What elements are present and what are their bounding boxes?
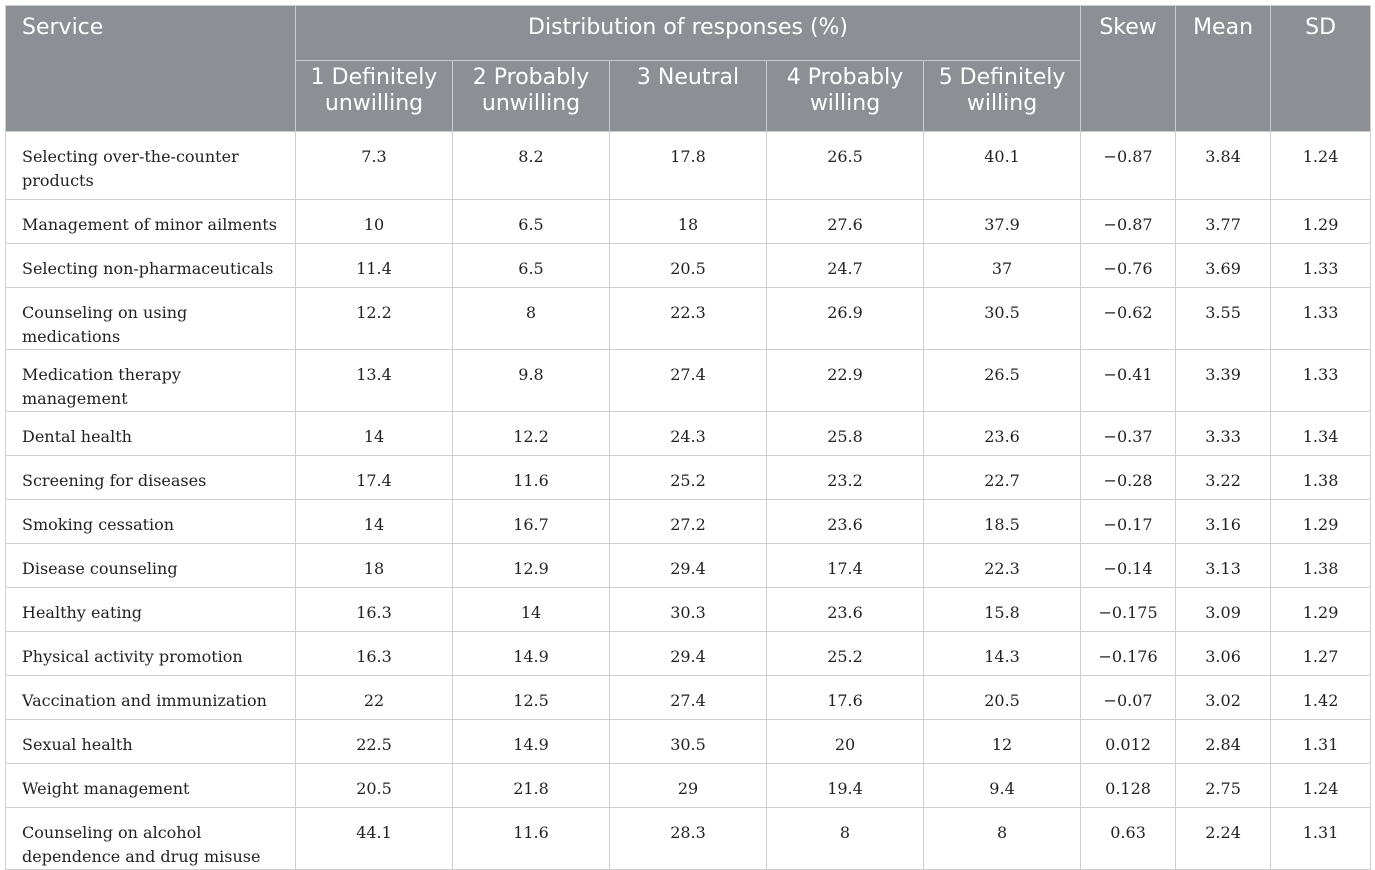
cell-sd: 1.29 <box>1271 500 1371 544</box>
cell-v2: 6.5 <box>453 200 610 244</box>
cell-v3: 20.5 <box>610 244 767 288</box>
cell-v5: 20.5 <box>924 676 1081 720</box>
cell-mean: 3.69 <box>1176 244 1271 288</box>
cell-mean: 3.06 <box>1176 632 1271 676</box>
cell-v5: 26.5 <box>924 350 1081 412</box>
cell-service: Smoking cessation <box>6 500 296 544</box>
cell-skew: 0.63 <box>1081 808 1176 870</box>
cell-mean: 3.16 <box>1176 500 1271 544</box>
cell-v2: 11.6 <box>453 808 610 870</box>
table-row <box>6 244 1371 288</box>
cell-skew: −0.87 <box>1081 132 1176 200</box>
cell-skew: −0.07 <box>1081 676 1176 720</box>
cell-v4: 24.7 <box>767 244 924 288</box>
cell-v1: 13.4 <box>296 350 453 412</box>
cell-v1: 10 <box>296 200 453 244</box>
cell-v2: 21.8 <box>453 764 610 808</box>
cell-service: Counseling on using medications <box>6 288 296 350</box>
cell-v4: 17.4 <box>767 544 924 588</box>
cell-service: Disease counseling <box>6 544 296 588</box>
table-row <box>6 200 1371 244</box>
cell-v3: 30.3 <box>610 588 767 632</box>
cell-skew: −0.37 <box>1081 412 1176 456</box>
cell-skew: −0.17 <box>1081 500 1176 544</box>
cell-v1: 7.3 <box>296 132 453 200</box>
cell-service: Vaccination and immunization <box>6 676 296 720</box>
header-mean: Mean <box>1176 6 1271 132</box>
cell-v5: 23.6 <box>924 412 1081 456</box>
cell-skew: −0.62 <box>1081 288 1176 350</box>
cell-v1: 11.4 <box>296 244 453 288</box>
cell-v2: 16.7 <box>453 500 610 544</box>
cell-v2: 12.9 <box>453 544 610 588</box>
cell-v3: 27.4 <box>610 676 767 720</box>
cell-v3: 17.8 <box>610 132 767 200</box>
cell-v1: 17.4 <box>296 456 453 500</box>
cell-mean: 3.33 <box>1176 412 1271 456</box>
cell-mean: 3.22 <box>1176 456 1271 500</box>
cell-sd: 1.33 <box>1271 288 1371 350</box>
cell-sd: 1.38 <box>1271 544 1371 588</box>
cell-v1: 16.3 <box>296 588 453 632</box>
cell-skew: −0.87 <box>1081 200 1176 244</box>
cell-v5: 30.5 <box>924 288 1081 350</box>
cell-v5: 12 <box>924 720 1081 764</box>
cell-v4: 26.9 <box>767 288 924 350</box>
cell-v1: 22.5 <box>296 720 453 764</box>
table-row <box>6 288 1371 350</box>
cell-v1: 22 <box>296 676 453 720</box>
cell-v1: 14 <box>296 412 453 456</box>
cell-v4: 25.8 <box>767 412 924 456</box>
cell-v5: 22.7 <box>924 456 1081 500</box>
header-scale-4: 4 Probably willing <box>767 61 924 132</box>
cell-v1: 18 <box>296 544 453 588</box>
cell-skew: −0.28 <box>1081 456 1176 500</box>
cell-v5: 9.4 <box>924 764 1081 808</box>
cell-service: Medication therapy management <box>6 350 296 412</box>
cell-v4: 20 <box>767 720 924 764</box>
cell-v3: 22.3 <box>610 288 767 350</box>
header-distribution: Distribution of responses (%) <box>296 6 1081 61</box>
table-row <box>6 676 1371 720</box>
cell-service: Selecting over-the-counter products <box>6 132 296 200</box>
cell-skew: 0.128 <box>1081 764 1176 808</box>
cell-skew: −0.76 <box>1081 244 1176 288</box>
cell-service: Screening for diseases <box>6 456 296 500</box>
cell-v2: 9.8 <box>453 350 610 412</box>
cell-sd: 1.24 <box>1271 764 1371 808</box>
cell-v1: 44.1 <box>296 808 453 870</box>
table-row <box>6 456 1371 500</box>
table-row <box>6 764 1371 808</box>
cell-v3: 27.2 <box>610 500 767 544</box>
cell-v3: 30.5 <box>610 720 767 764</box>
cell-v4: 23.6 <box>767 588 924 632</box>
cell-service: Management of minor ailments <box>6 200 296 244</box>
cell-v2: 8.2 <box>453 132 610 200</box>
responses-table <box>5 5 1371 870</box>
cell-v1: 14 <box>296 500 453 544</box>
cell-mean: 3.84 <box>1176 132 1271 200</box>
cell-service: Healthy eating <box>6 588 296 632</box>
cell-v5: 22.3 <box>924 544 1081 588</box>
cell-skew: −0.175 <box>1081 588 1176 632</box>
cell-v2: 14 <box>453 588 610 632</box>
cell-mean: 3.55 <box>1176 288 1271 350</box>
cell-v4: 19.4 <box>767 764 924 808</box>
cell-sd: 1.31 <box>1271 720 1371 764</box>
header-skew: Skew <box>1081 6 1176 132</box>
cell-service: Selecting non-pharmaceuticals <box>6 244 296 288</box>
table-body <box>6 132 1371 870</box>
cell-skew: −0.14 <box>1081 544 1176 588</box>
cell-v4: 23.6 <box>767 500 924 544</box>
cell-v5: 37.9 <box>924 200 1081 244</box>
cell-service: Counseling on alcohol dependence and drug misuse <box>6 808 296 870</box>
cell-v3: 29.4 <box>610 544 767 588</box>
cell-service: Sexual health <box>6 720 296 764</box>
cell-mean: 3.09 <box>1176 588 1271 632</box>
cell-v5: 14.3 <box>924 632 1081 676</box>
cell-mean: 3.13 <box>1176 544 1271 588</box>
cell-sd: 1.31 <box>1271 808 1371 870</box>
cell-skew: −0.176 <box>1081 632 1176 676</box>
cell-v5: 18.5 <box>924 500 1081 544</box>
cell-mean: 3.02 <box>1176 676 1271 720</box>
cell-v3: 29 <box>610 764 767 808</box>
cell-v3: 29.4 <box>610 632 767 676</box>
cell-sd: 1.24 <box>1271 132 1371 200</box>
cell-mean: 2.24 <box>1176 808 1271 870</box>
cell-service: Weight management <box>6 764 296 808</box>
cell-sd: 1.27 <box>1271 632 1371 676</box>
table-row <box>6 720 1371 764</box>
cell-v1: 16.3 <box>296 632 453 676</box>
cell-sd: 1.34 <box>1271 412 1371 456</box>
cell-v4: 22.9 <box>767 350 924 412</box>
cell-v2: 11.6 <box>453 456 610 500</box>
cell-v4: 25.2 <box>767 632 924 676</box>
cell-v5: 37 <box>924 244 1081 288</box>
header-scale-2: 2 Probably unwilling <box>453 61 610 132</box>
header-service: Service <box>6 6 296 132</box>
cell-service: Dental health <box>6 412 296 456</box>
header-scale-1: 1 Definitely unwilling <box>296 61 453 132</box>
cell-sd: 1.29 <box>1271 200 1371 244</box>
cell-v2: 14.9 <box>453 720 610 764</box>
header-scale-5: 5 Definitely willing <box>924 61 1081 132</box>
cell-sd: 1.33 <box>1271 244 1371 288</box>
cell-v3: 27.4 <box>610 350 767 412</box>
cell-service: Physical activity promotion <box>6 632 296 676</box>
cell-sd: 1.29 <box>1271 588 1371 632</box>
table-row <box>6 132 1371 200</box>
table-row <box>6 500 1371 544</box>
cell-skew: −0.41 <box>1081 350 1176 412</box>
cell-v2: 8 <box>453 288 610 350</box>
cell-v3: 25.2 <box>610 456 767 500</box>
cell-v2: 12.2 <box>453 412 610 456</box>
header-sd: SD <box>1271 6 1371 132</box>
cell-mean: 3.77 <box>1176 200 1271 244</box>
table-header <box>6 6 1371 132</box>
cell-sd: 1.42 <box>1271 676 1371 720</box>
cell-v1: 12.2 <box>296 288 453 350</box>
cell-v4: 27.6 <box>767 200 924 244</box>
cell-v4: 26.5 <box>767 132 924 200</box>
cell-v1: 20.5 <box>296 764 453 808</box>
table-row <box>6 544 1371 588</box>
cell-v5: 8 <box>924 808 1081 870</box>
table-row <box>6 588 1371 632</box>
cell-sd: 1.33 <box>1271 350 1371 412</box>
cell-v2: 12.5 <box>453 676 610 720</box>
table-row <box>6 412 1371 456</box>
cell-v3: 28.3 <box>610 808 767 870</box>
cell-v3: 24.3 <box>610 412 767 456</box>
cell-v4: 8 <box>767 808 924 870</box>
cell-mean: 3.39 <box>1176 350 1271 412</box>
cell-v5: 40.1 <box>924 132 1081 200</box>
cell-v3: 18 <box>610 200 767 244</box>
cell-v5: 15.8 <box>924 588 1081 632</box>
cell-v4: 17.6 <box>767 676 924 720</box>
cell-mean: 2.75 <box>1176 764 1271 808</box>
cell-skew: 0.012 <box>1081 720 1176 764</box>
table-row <box>6 632 1371 676</box>
cell-v2: 14.9 <box>453 632 610 676</box>
table-row <box>6 350 1371 412</box>
cell-sd: 1.38 <box>1271 456 1371 500</box>
cell-v2: 6.5 <box>453 244 610 288</box>
header-scale-3: 3 Neutral <box>610 61 767 132</box>
cell-mean: 2.84 <box>1176 720 1271 764</box>
cell-v4: 23.2 <box>767 456 924 500</box>
